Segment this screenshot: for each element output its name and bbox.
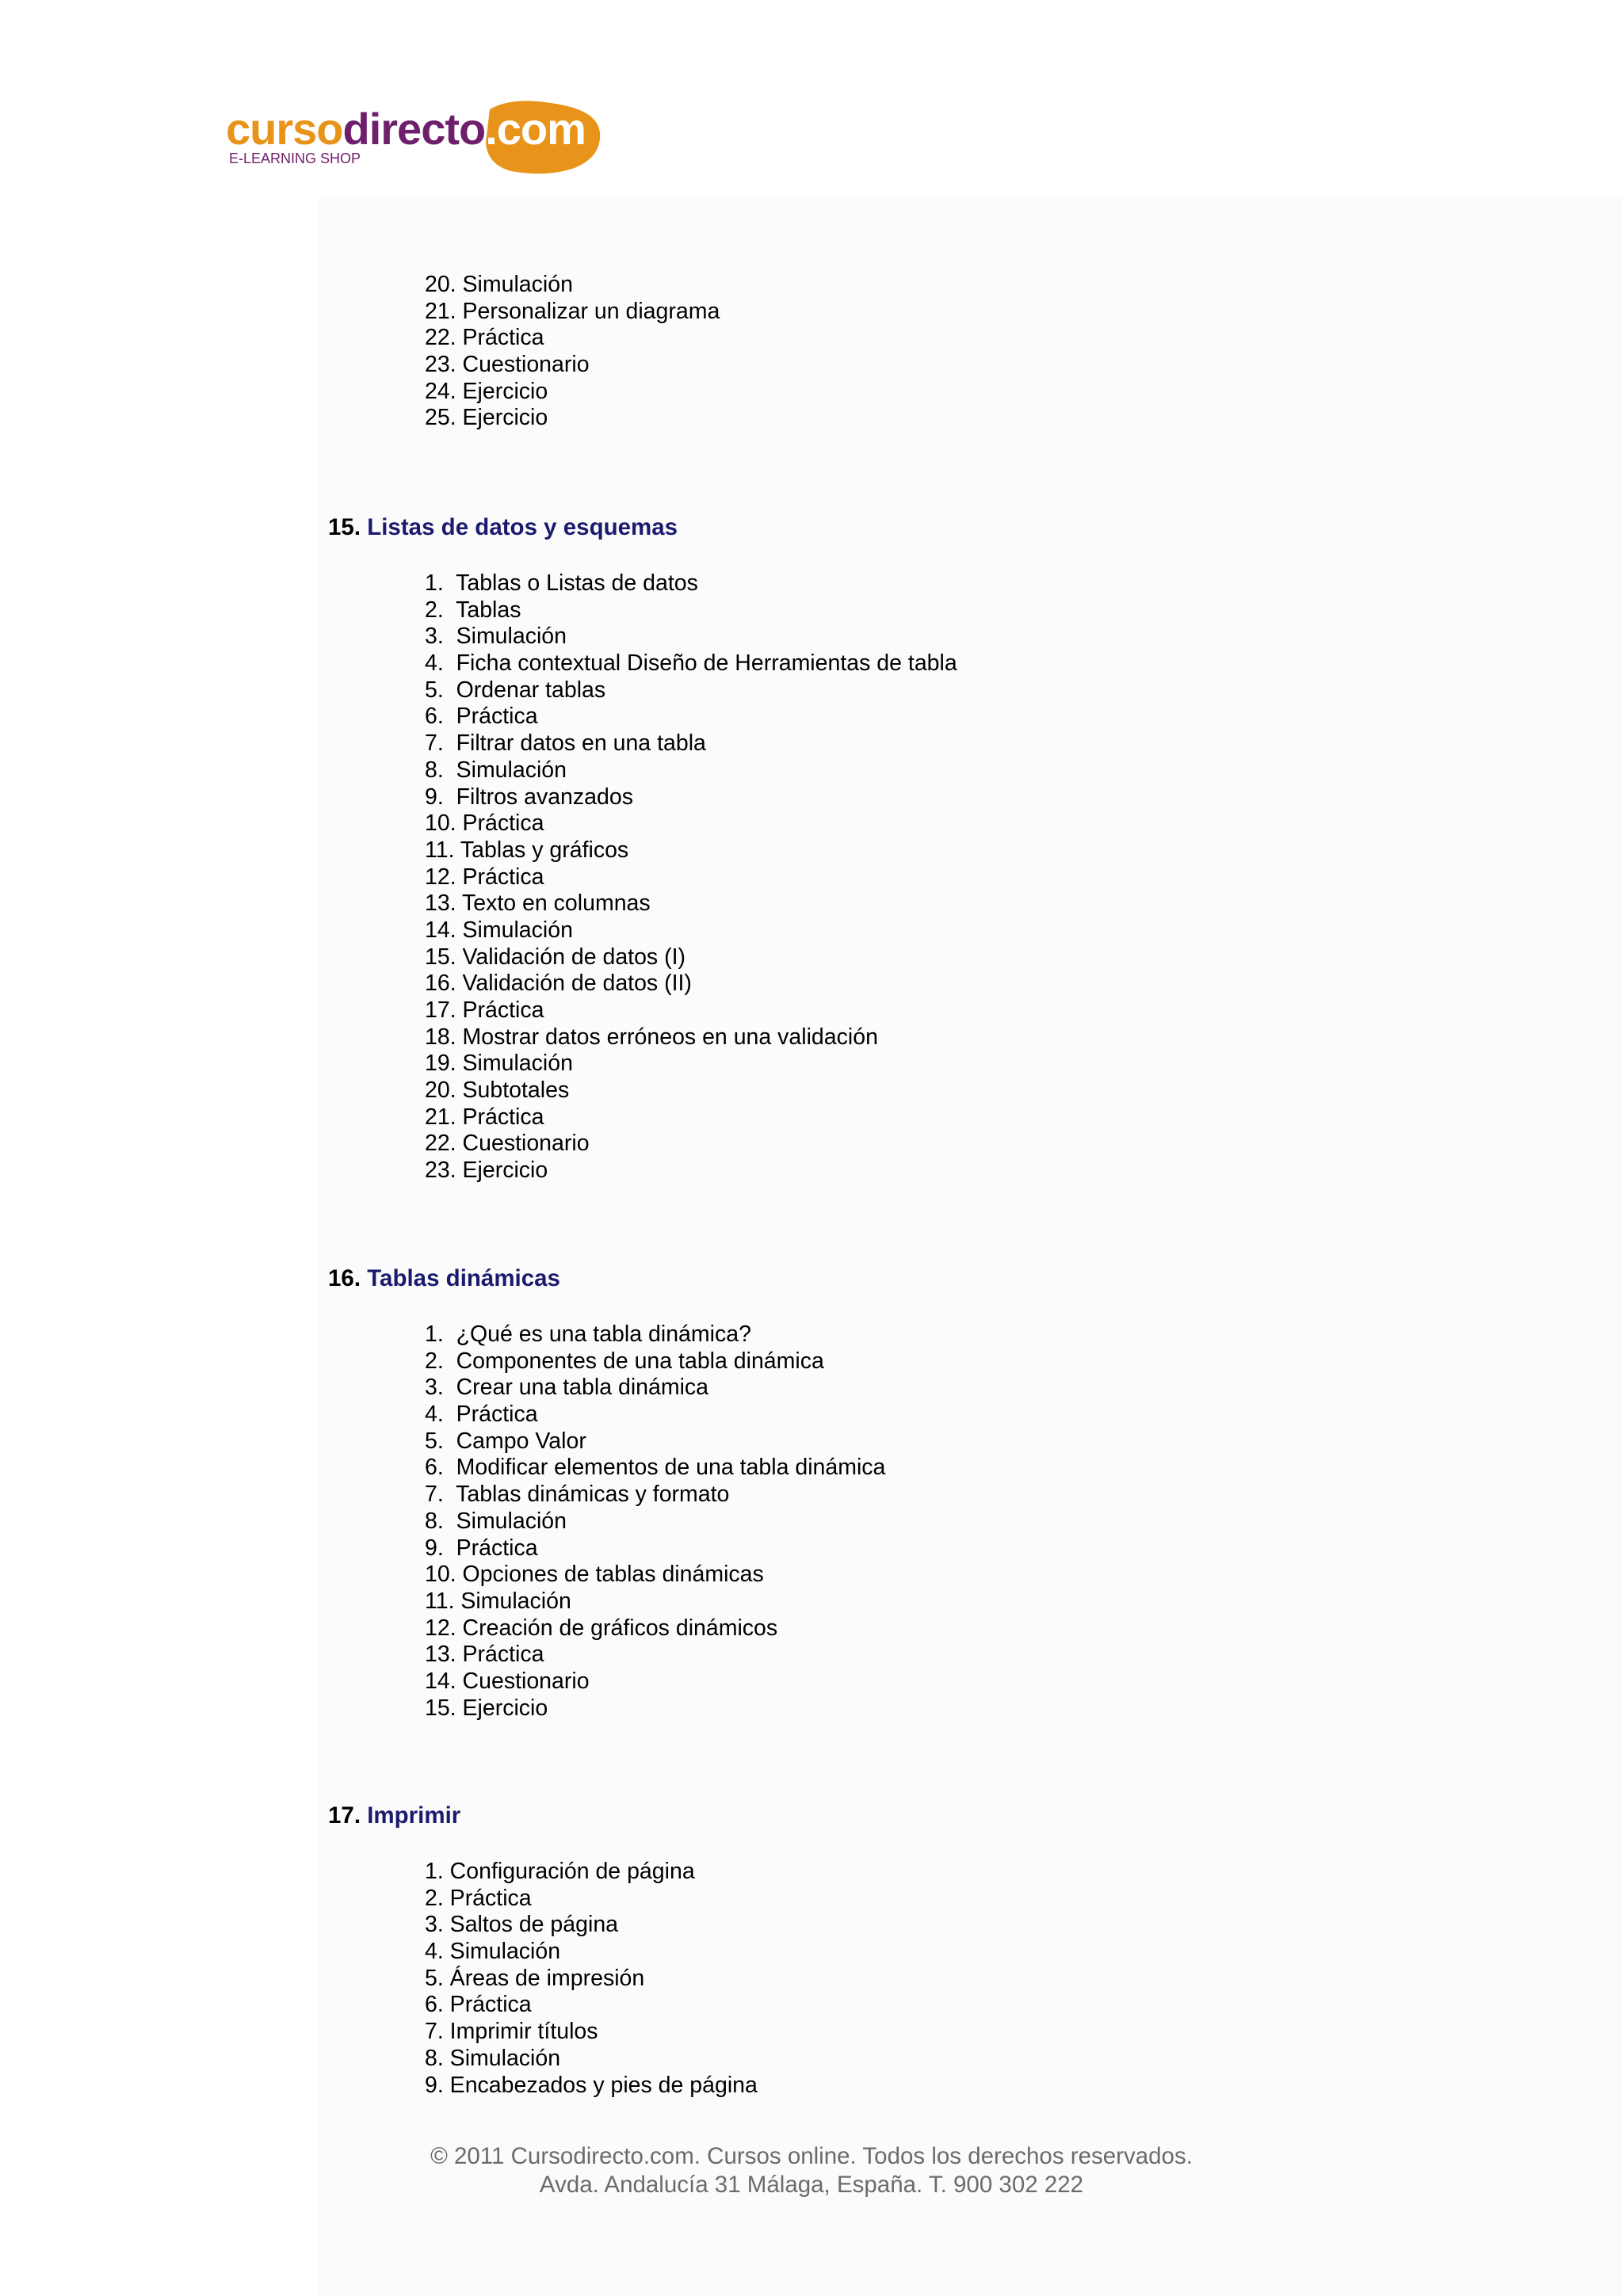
section-name: Listas de datos y esquemas — [367, 514, 678, 540]
list-item: 10. Práctica — [425, 810, 544, 837]
list-item: 2. Componentes de una tabla dinámica — [425, 1348, 824, 1374]
list-item: 18. Mostrar datos erróneos en una validación — [425, 1024, 878, 1050]
continued-list — [425, 272, 720, 432]
list-item: 2. Tablas — [425, 597, 521, 623]
list-item: 1. Configuración de página — [425, 1859, 695, 1884]
list-item: 19. Simulación — [425, 1051, 573, 1077]
list-item: 9. Filtros avanzados — [425, 784, 633, 810]
footer-copyright: © 2011 Cursodirecto.com. Cursos online. Todos los derechos reservados. — [430, 2143, 1193, 2169]
list-item: 3. Saltos de página — [425, 1912, 619, 1938]
logo-word-com: .com — [485, 104, 586, 154]
logo-tagline: E-LEARNING SHOP — [229, 151, 361, 166]
list-item: 20. Subtotales — [425, 1077, 570, 1104]
list-item: 2. Práctica — [425, 1885, 532, 1911]
logo-word-directo: directo — [342, 104, 486, 154]
list-item: 9. Encabezados y pies de página — [425, 2072, 758, 2098]
list-item: 12. Práctica — [425, 864, 544, 890]
list-item: 14. Cuestionario — [425, 1668, 590, 1694]
footer-address: Avda. Andalucía 31 Málaga, España. T. 900 302 222 — [539, 2172, 1084, 2198]
section-number: 17. — [328, 1802, 361, 1829]
list-item: 11. Simulación — [425, 1588, 571, 1614]
list-item: 6. Práctica — [425, 704, 538, 730]
section-name: Tablas dinámicas — [367, 1265, 560, 1291]
cursodirecto-logo — [226, 95, 606, 182]
list-item: 5. Campo Valor — [425, 1428, 586, 1454]
list-item: 5. Áreas de impresión — [425, 1965, 645, 1991]
section-list — [425, 1859, 758, 2099]
section-list — [425, 1322, 885, 1722]
list-item: 3. Simulación — [425, 624, 567, 650]
list-item: 25. Ejercicio — [425, 405, 548, 431]
section-number: 15. — [328, 514, 361, 540]
list-item: 9. Práctica — [425, 1535, 538, 1561]
list-item: 7. Filtrar datos en una tabla — [425, 730, 706, 757]
list-item: 4. Ficha contextual Diseño de Herramientas de tabla — [425, 650, 957, 677]
list-item: 13. Práctica — [425, 1642, 544, 1668]
list-item: 8. Simulación — [425, 1508, 567, 1534]
section-title — [328, 513, 678, 542]
list-item: 21. Práctica — [425, 1104, 544, 1130]
list-item: 6. Práctica — [425, 1992, 532, 2018]
list-item: 24. Ejercicio — [425, 378, 548, 404]
list-item: 6. Modificar elementos de una tabla dinámica — [425, 1455, 886, 1481]
list-item: 15. Validación de datos (I) — [425, 944, 686, 970]
list-item: 1. ¿Qué es una tabla dinámica? — [425, 1322, 751, 1347]
list-item: 1. Tablas o Listas de datos — [425, 570, 698, 596]
list-item: 23. Cuestionario — [425, 352, 590, 378]
list-item: 3. Crear una tabla dinámica — [425, 1375, 709, 1401]
list-item: 20. Simulación — [425, 272, 573, 297]
section-name: Imprimir — [367, 1802, 461, 1829]
list-item: 7. Tablas dinámicas y formato — [425, 1482, 730, 1508]
list-item: 8. Simulación — [425, 757, 567, 783]
list-item: 11. Tablas y gráficos — [425, 837, 629, 863]
list-item: 7. Imprimir títulos — [425, 2019, 598, 2045]
list-item: 10. Opciones de tablas dinámicas — [425, 1562, 764, 1588]
svg-text:cursodirecto.com — [226, 104, 586, 154]
list-item: 8. Simulación — [425, 2045, 561, 2071]
list-item: 23. Ejercicio — [425, 1158, 548, 1184]
list-item: 4. Simulación — [425, 1939, 561, 1965]
logo-word-curso: curso — [226, 104, 343, 154]
list-item: 16. Validación de datos (II) — [425, 971, 692, 997]
section-title — [328, 1264, 560, 1293]
list-item: 12. Creación de gráficos dinámicos — [425, 1615, 778, 1641]
list-item: 15. Ejercicio — [425, 1695, 548, 1721]
list-item: 22. Cuestionario — [425, 1131, 590, 1157]
section-number: 16. — [328, 1265, 361, 1291]
section-title — [328, 1802, 460, 1830]
list-item: 13. Texto en columnas — [425, 891, 651, 917]
list-item: 22. Práctica — [425, 325, 544, 351]
list-item: 17. Práctica — [425, 997, 544, 1023]
list-item: 14. Simulación — [425, 917, 573, 943]
list-item: 21. Personalizar un diagrama — [425, 298, 720, 324]
list-item: 5. Ordenar tablas — [425, 677, 606, 703]
list-item: 4. Práctica — [425, 1402, 538, 1428]
section-list — [425, 570, 957, 1184]
